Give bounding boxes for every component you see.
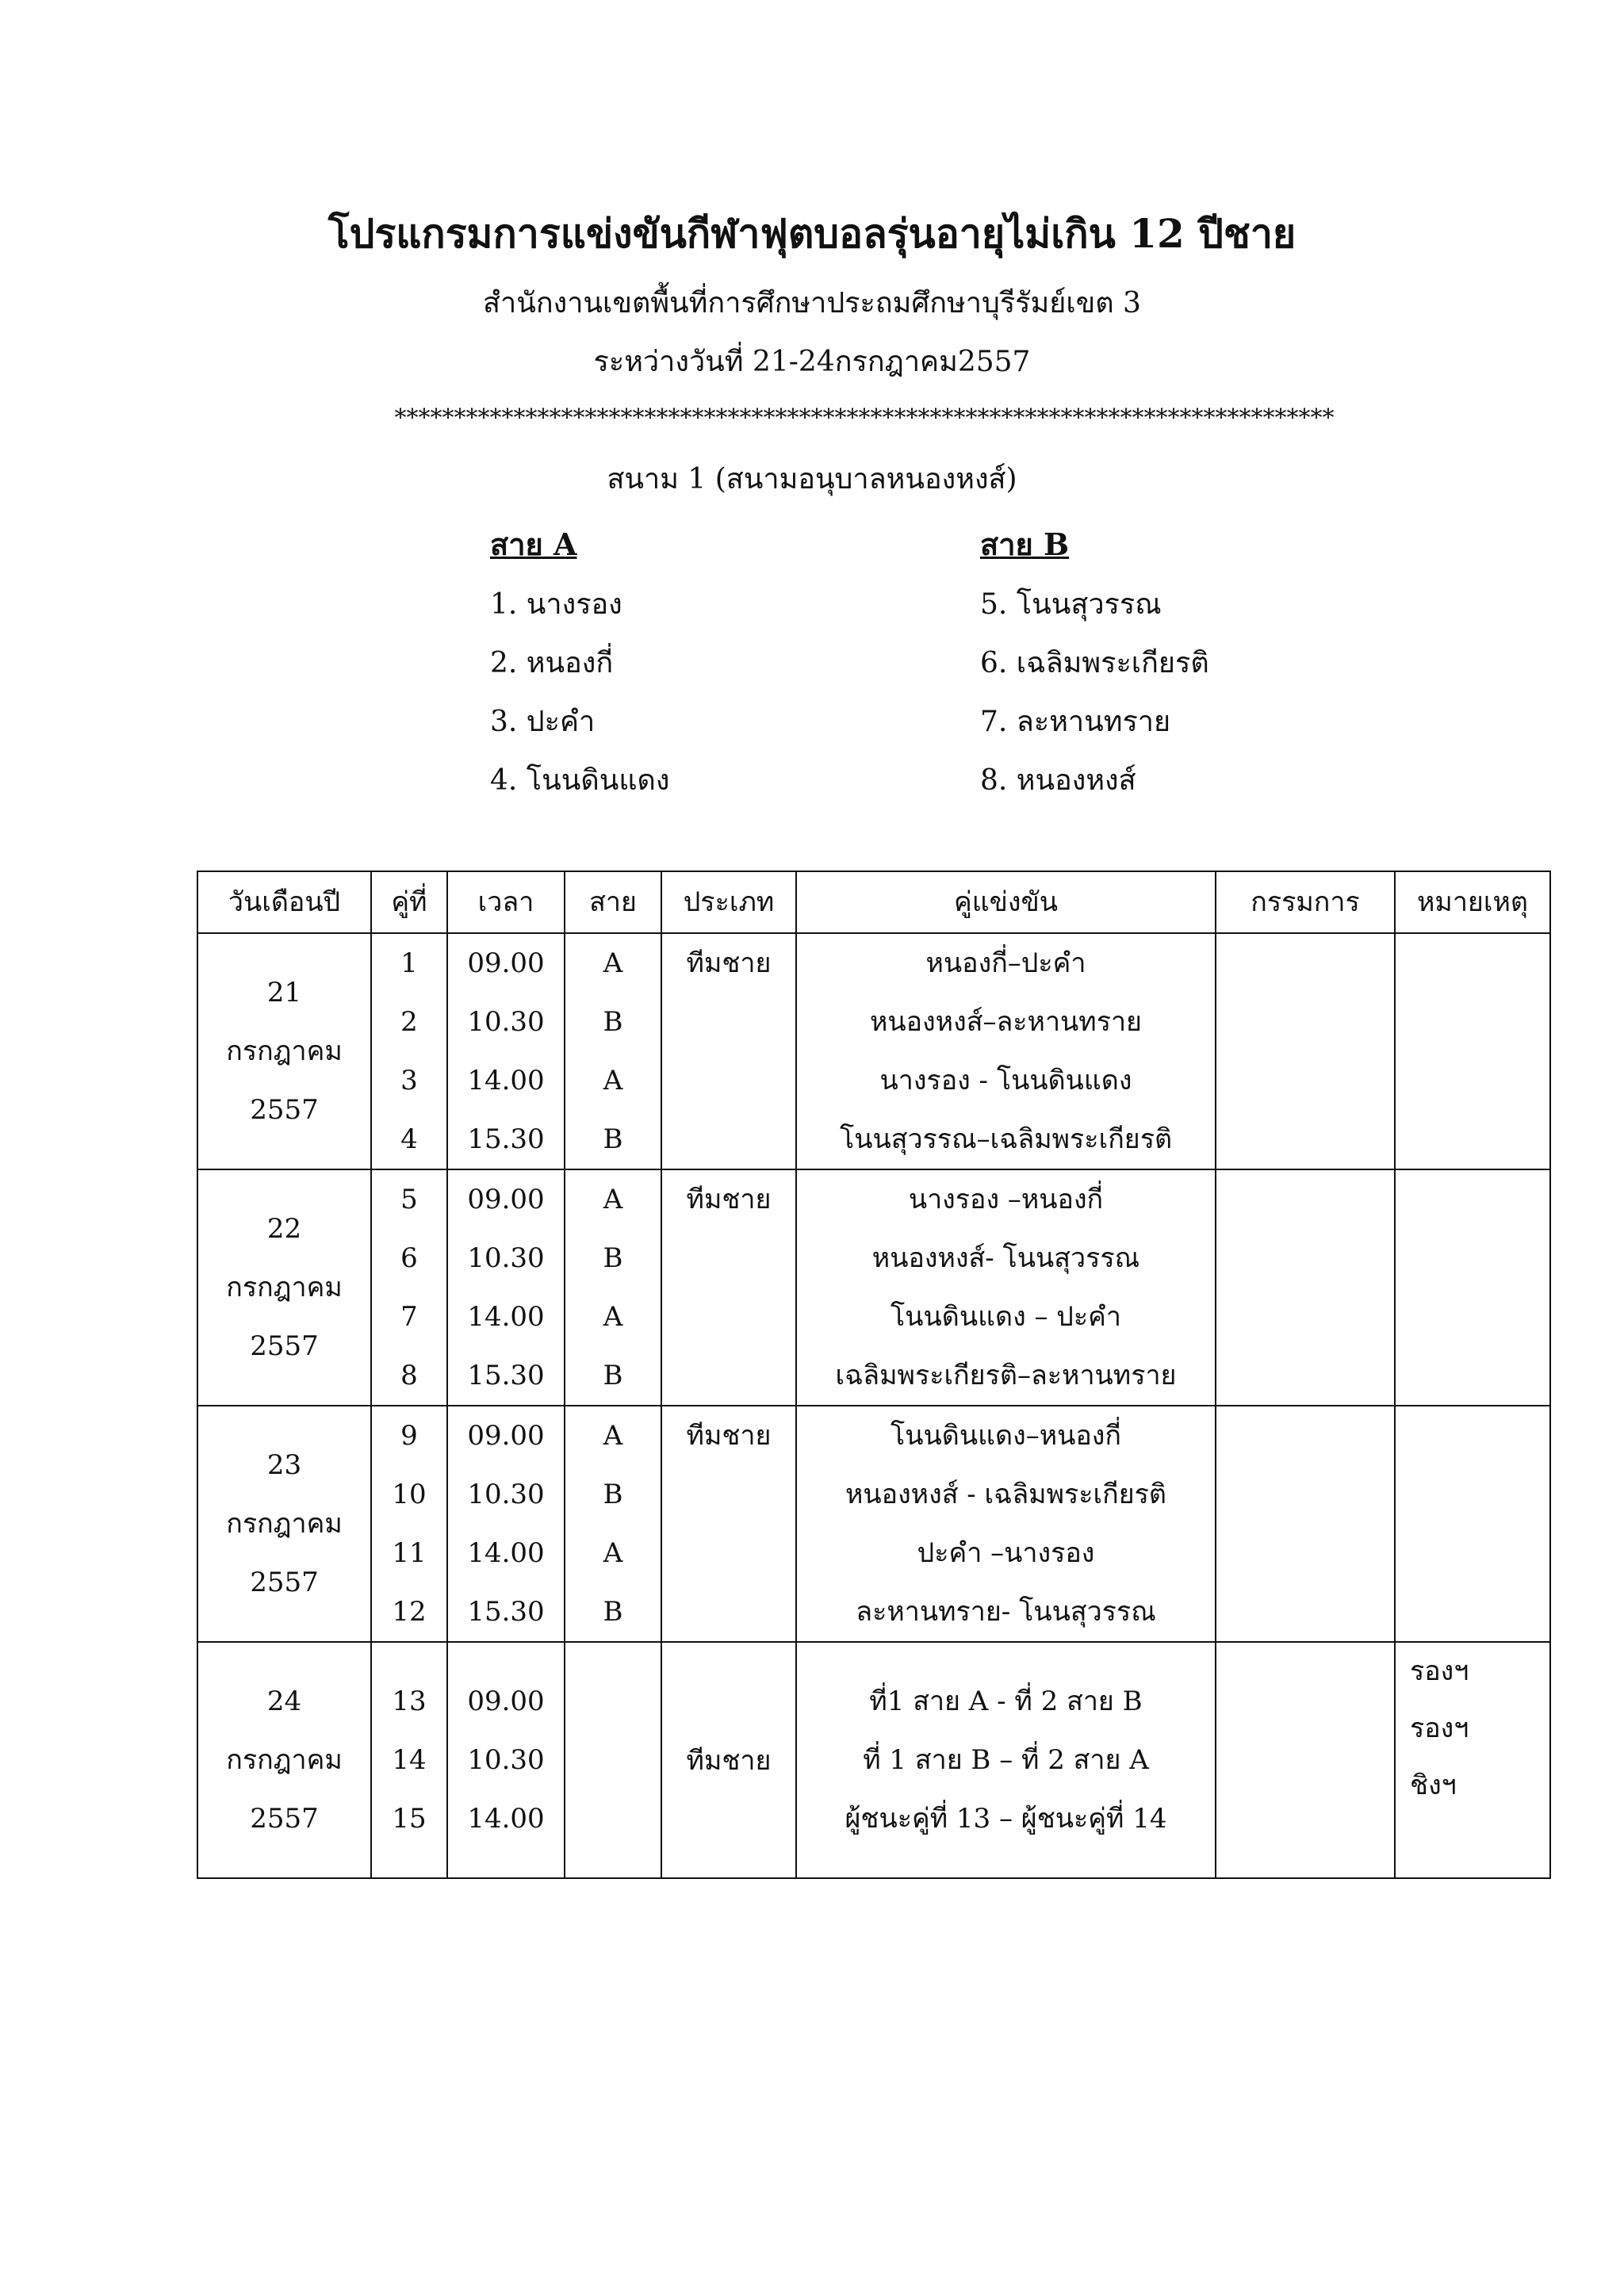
type-cell: ทีมชาย bbox=[661, 1642, 796, 1878]
match-no-cell: 5 6 7 8 bbox=[371, 1169, 447, 1406]
group-a-heading: สาย A bbox=[490, 526, 577, 562]
referee-cell bbox=[1216, 1642, 1395, 1878]
time-cell: 09.00 10.30 14.00 15.30 bbox=[447, 933, 565, 1169]
group-cell: A B A B bbox=[565, 933, 661, 1169]
table-row bbox=[197, 1406, 1550, 1642]
group-b-team: 7. ละหานทราย bbox=[980, 706, 1171, 738]
table-header-row bbox=[197, 871, 1550, 933]
teams-cell: นางรอง –หนองกี่ หนองหงส์- โนนสุวรรณ โนนดินแดง – ปะคำ เฉลิมพระเกียรติ–ละหานทราย bbox=[796, 1169, 1216, 1406]
group-a-team: 1. นางรอง bbox=[490, 588, 622, 621]
date-cell: 21 กรกฎาคม 2557 bbox=[197, 933, 371, 1169]
header-referee: กรรมการ bbox=[1216, 871, 1395, 933]
type-cell: ทีมชาย bbox=[661, 1169, 796, 1406]
notes-cell bbox=[1395, 933, 1550, 1169]
group-a-team: 3. ปะคำ bbox=[490, 706, 596, 738]
star-separator: ******************************************************************************* bbox=[394, 404, 1335, 432]
group-cell bbox=[565, 1642, 661, 1878]
match-no-cell: 13 14 15 bbox=[371, 1642, 447, 1878]
group-b-team: 6. เฉลิมพระเกียรติ bbox=[980, 647, 1209, 679]
header-date: วันเดือนปี bbox=[197, 871, 371, 933]
notes-cell: รองฯ รองฯ ชิงฯ bbox=[1395, 1642, 1550, 1878]
referee-cell bbox=[1216, 933, 1395, 1169]
referee-cell bbox=[1216, 1406, 1395, 1642]
time-cell: 09.00 10.30 14.00 15.30 bbox=[447, 1169, 565, 1406]
page-title: โปรแกรมการแข่งขันกีฬาฟุตบอลรุ่นอายุไม่เกิน 12 ปีชาย bbox=[327, 210, 1297, 257]
field-name: สนาม 1 (สนามอนุบาลหนองหงส์) bbox=[607, 463, 1017, 496]
group-b-heading: สาย B bbox=[980, 526, 1070, 562]
header-time: เวลา bbox=[447, 871, 565, 933]
table-row bbox=[197, 1642, 1550, 1878]
date-cell: 23 กรกฎาคม 2557 bbox=[197, 1406, 371, 1642]
group-a-team: 4. โนนดินแดง bbox=[490, 764, 670, 797]
group-cell: A B A B bbox=[565, 1169, 661, 1406]
type-cell: ทีมชาย bbox=[661, 1406, 796, 1642]
date-cell: 24 กรกฎาคม 2557 bbox=[197, 1642, 371, 1878]
table-row bbox=[197, 933, 1550, 1169]
time-cell: 09.00 10.30 14.00 bbox=[447, 1642, 565, 1878]
type-cell: ทีมชาย bbox=[661, 933, 796, 1169]
referee-cell bbox=[1216, 1169, 1395, 1406]
table-row bbox=[197, 1169, 1550, 1406]
date-cell: 22 กรกฎาคม 2557 bbox=[197, 1169, 371, 1406]
teams-cell: โนนดินแดง–หนองกี่ หนองหงส์ - เฉลิมพระเกียรติ ปะคำ –นางรอง ละหานทราย- โนนสุวรรณ bbox=[796, 1406, 1216, 1642]
header-type: ประเภท bbox=[661, 871, 796, 933]
group-b-team: 8. หนองหงส์ bbox=[980, 764, 1136, 797]
teams-cell: หนองกี่–ปะคำ หนองหงส์–ละหานทราย นางรอง - โนนดินแดง โนนสุวรรณ–เฉลิมพระเกียรติ bbox=[796, 933, 1216, 1169]
header-teams: คู่แข่งขัน bbox=[796, 871, 1216, 933]
match-schedule-table bbox=[197, 871, 1551, 1879]
group-b-team: 5. โนนสุวรรณ bbox=[980, 588, 1162, 621]
header-notes: หมายเหตุ bbox=[1395, 871, 1550, 933]
match-no-cell: 1 2 3 4 bbox=[371, 933, 447, 1169]
group-cell: A B A B bbox=[565, 1406, 661, 1642]
header-match-no: คู่ที่ bbox=[371, 871, 447, 933]
date-range-subtitle: ระหว่างวันที่ 21-24กรกฎาคม2557 bbox=[593, 346, 1031, 378]
group-a-team: 2. หนองกี่ bbox=[490, 647, 614, 679]
time-cell: 09.00 10.30 14.00 15.30 bbox=[447, 1406, 565, 1642]
header-group: สาย bbox=[565, 871, 661, 933]
notes-cell bbox=[1395, 1406, 1550, 1642]
office-subtitle: สำนักงานเขตพื้นที่การศึกษาประถมศึกษาบุรีรัมย์เขต 3 bbox=[483, 287, 1141, 320]
notes-cell bbox=[1395, 1169, 1550, 1406]
teams-cell: ที่1 สาย A - ที่ 2 สาย B ที่ 1 สาย B – ที่ 2 สาย A ผู้ชนะคู่ที่ 13 – ผู้ชนะคู่ที่ 14 bbox=[796, 1642, 1216, 1878]
match-no-cell: 9 10 11 12 bbox=[371, 1406, 447, 1642]
